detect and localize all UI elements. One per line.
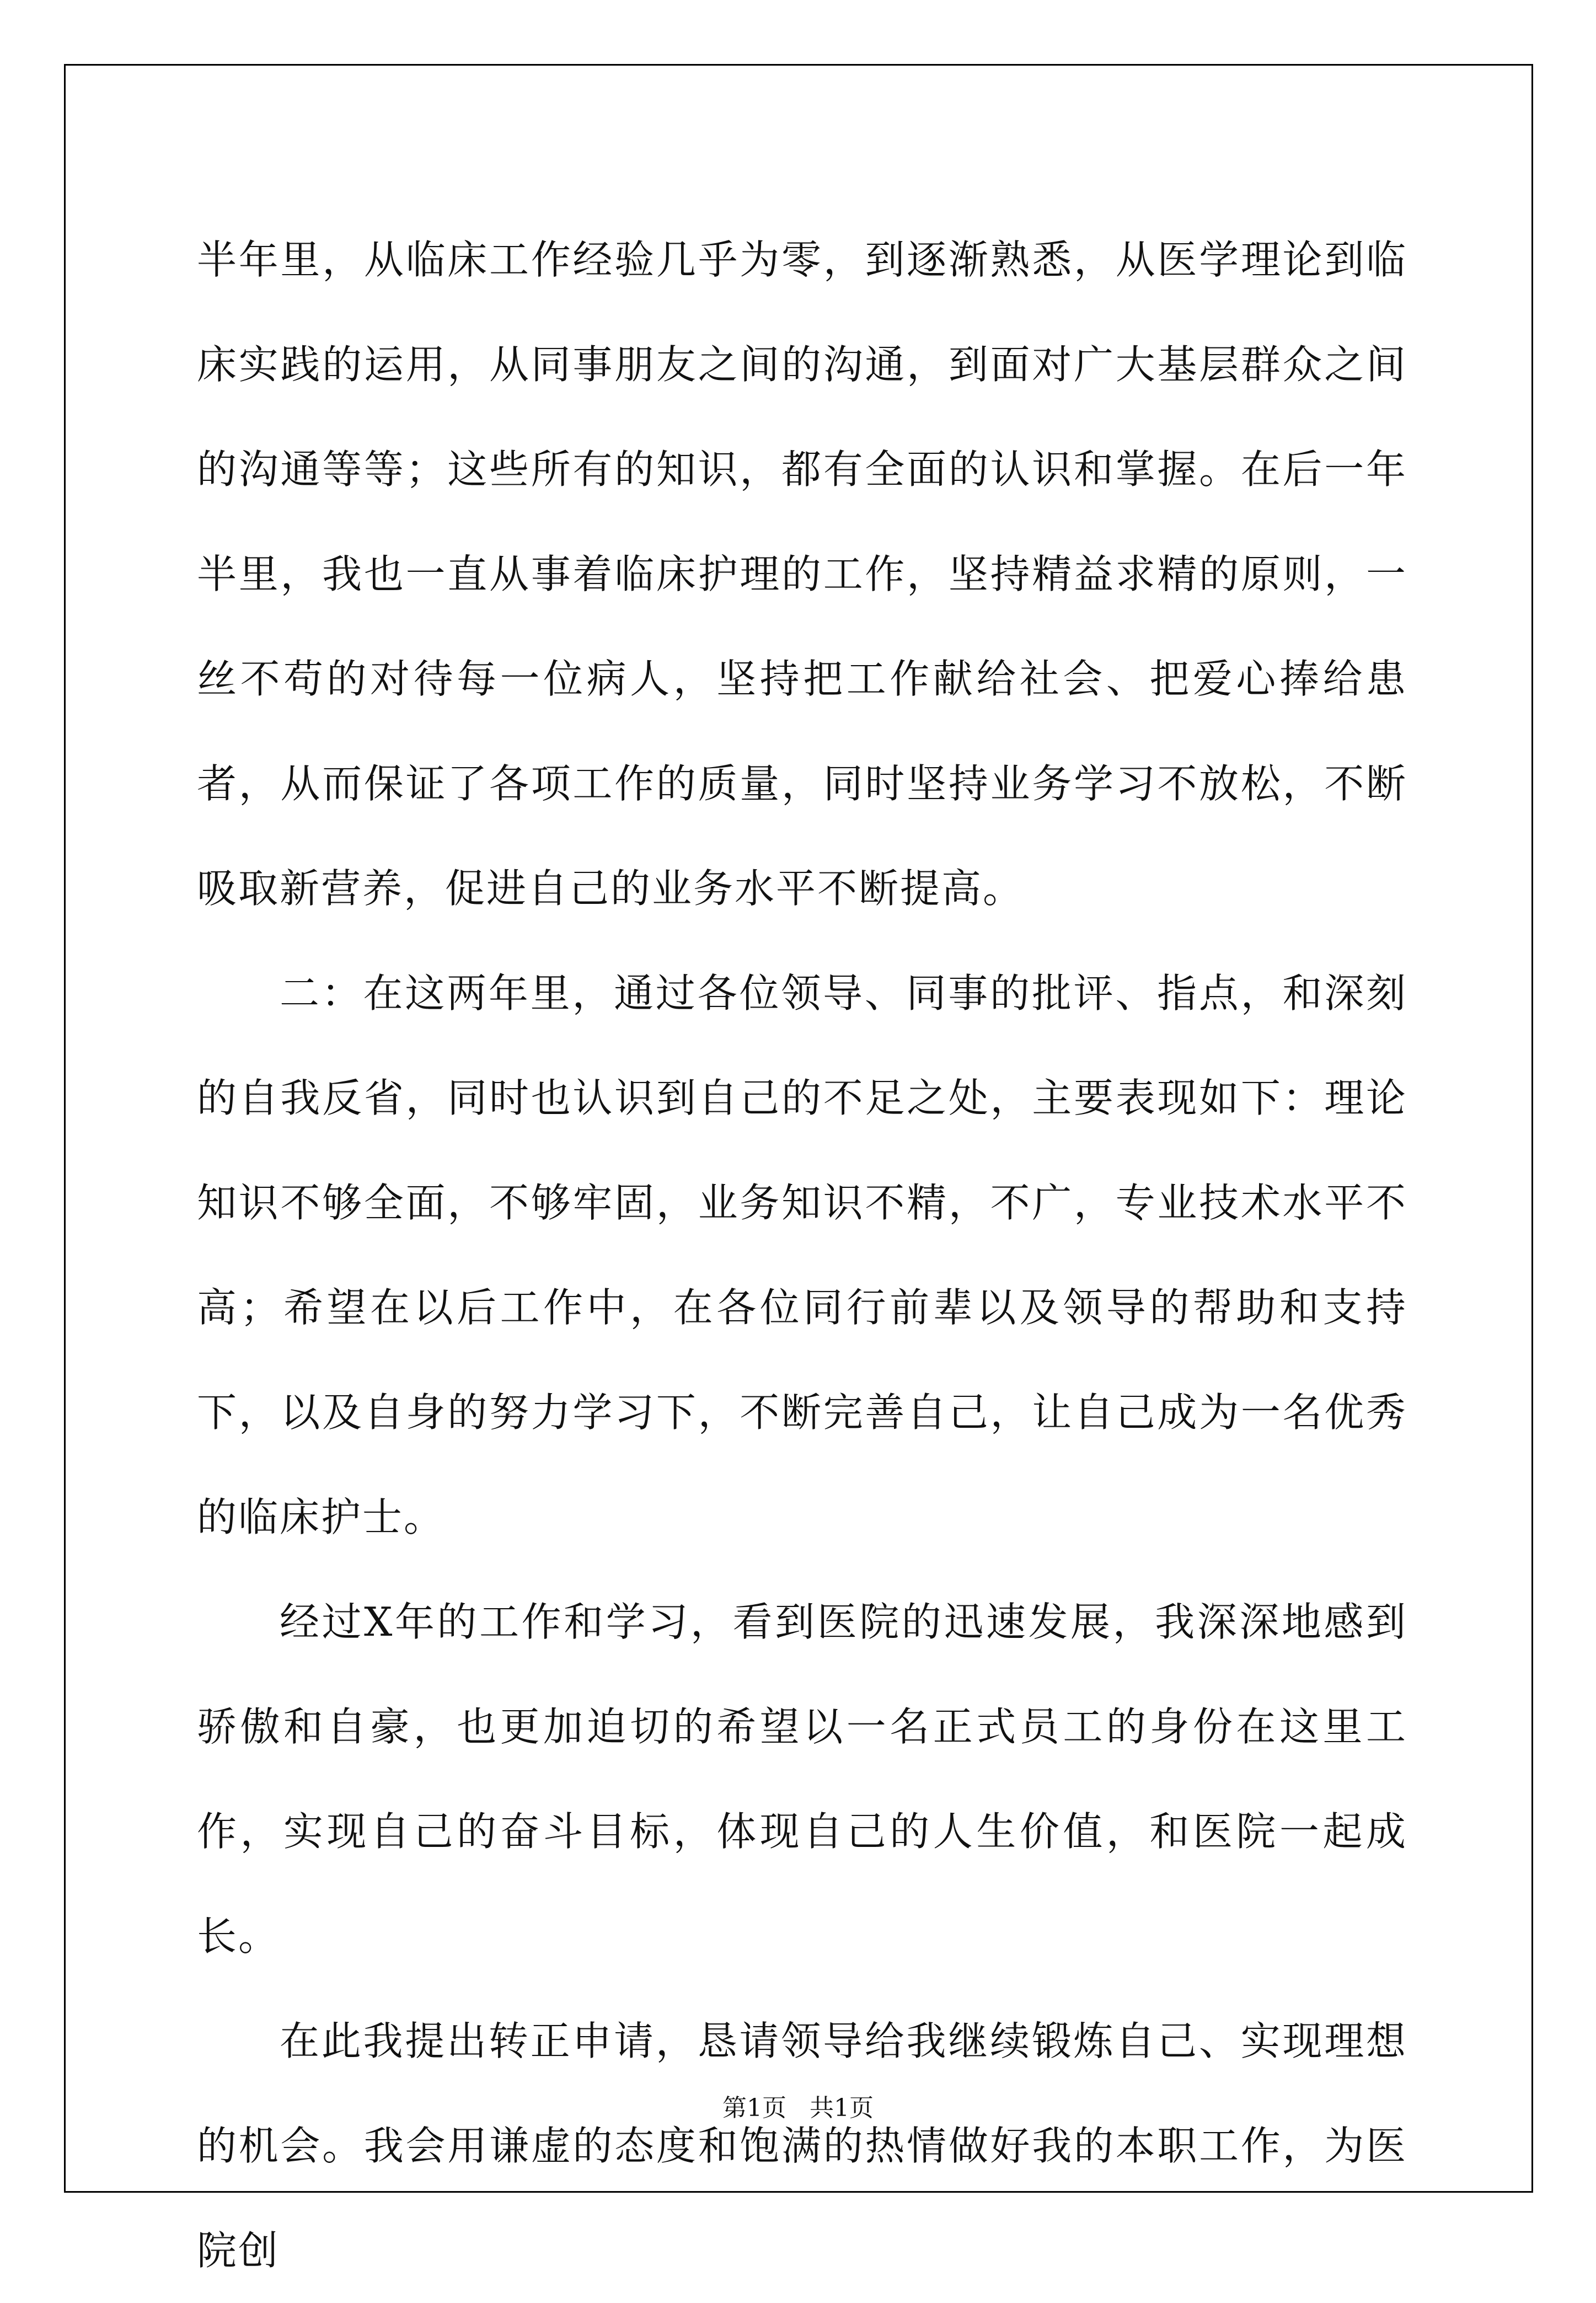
paragraph-application-request: 在此我提出转正申请，恳请领导给我继续锻炼自己、实现理想的机会。我会用谦虚的态度和饱满的热情做好我的本职工作，为医院创 xyxy=(197,2018,1407,2274)
paragraph-aspiration: 经过X年的工作和学习，看到医院的迅速发展，我深深地感到骄傲和自豪，也更加迫切的希望以一名正式员工的身份在这里工作，实现自己的奋斗目标，体现自己的人生价值，和医院一起成长。 xyxy=(197,1599,1407,1959)
document-body xyxy=(197,207,1407,2303)
paragraph-shortcomings: 二：在这两年里，通过各位领导、同事的批评、指点，和深刻的自我反省，同时也认识到自己的不足之处，主要表现如下：理论知识不够全面，不够牢固，业务知识不精，不广，专业技术水平不高；希望在以后工作中，在各位同行前辈以及领导的帮助和支持下，以及自身的努力学习下，不断完善自己，让自己成为一名优秀的临床护士。 xyxy=(197,970,1407,1540)
page-footer: 第1页 共1页 xyxy=(722,2094,874,2122)
paragraph-continuation: 半年里，从临床工作经验几乎为零，到逐渐熟悉，从医学理论到临床实践的运用，从同事朋友之间的沟通，到面对广大基层群众之间的沟通等等；这些所有的知识，都有全面的认识和掌握。在后一年半里，我也一直从事着临床护理的工作，坚持精益求精的原则，一丝不苟的对待每一位病人，坚持把工作献给社会、把爱心捧给患者，从而保证了各项工作的质量，同时坚持业务学习不放松，不断吸取新营养，促进自己的业务水平不断提高。 xyxy=(197,237,1407,912)
